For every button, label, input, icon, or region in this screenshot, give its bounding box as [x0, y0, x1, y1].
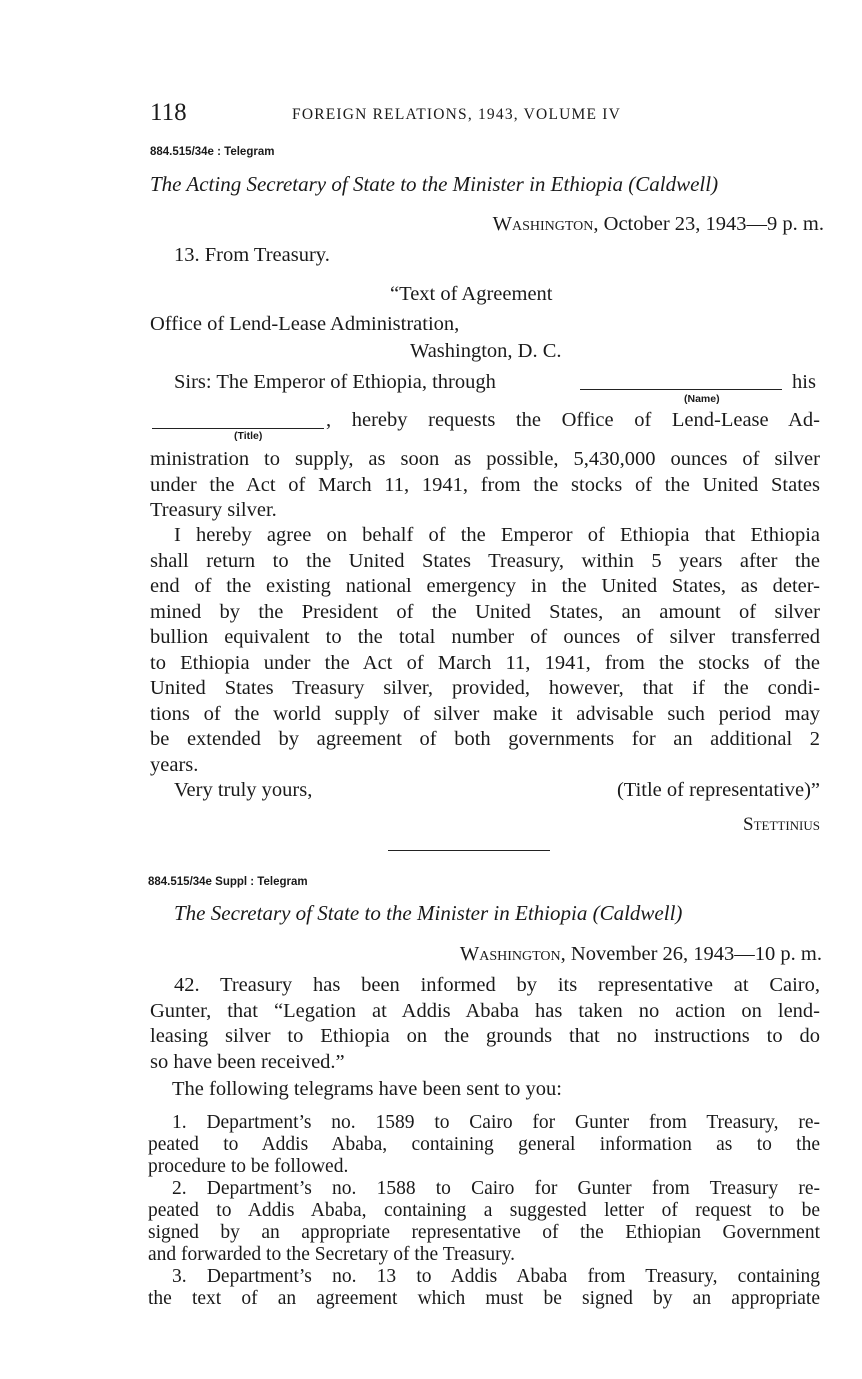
- salutation-text: Sirs: The Emperor of Ethiopia, through: [174, 371, 496, 393]
- dateline-place: Washington: [459, 943, 561, 965]
- text-line: 42. Treasury has been informed by its representative at Cairo,: [174, 974, 820, 996]
- title-blank: [152, 428, 324, 429]
- document-heading: The Secretary of State to the Minister in Ethiopia (Caldwell): [174, 901, 683, 925]
- list-item-line: signed by an appropriate representative of the Ethiopian Government: [148, 1222, 820, 1243]
- section-divider: [388, 850, 550, 851]
- list-item-line: 2. Department’s no. 1588 to Cairo for Gunter from Treasury re-: [172, 1178, 820, 1199]
- following-line: The following telegrams have been sent to you:: [172, 1078, 562, 1100]
- text-line: United States Treasury silver, provided, however, that if the condi-: [150, 677, 820, 699]
- text-line: under the Act of March 11, 1941, from the stocks of the United States: [150, 473, 820, 496]
- page-number: 118: [150, 99, 187, 126]
- signature: Stettinius: [743, 814, 820, 835]
- dateline-date: , October 23, 1943—9 p. m.: [593, 213, 824, 235]
- text-line: bullion equivalent to the total number of ounces of silver transferred: [150, 626, 820, 648]
- list-item-line: peated to Addis Ababa, containing general information as to the: [148, 1134, 820, 1155]
- file-reference: 884.515/34e : Telegram: [150, 146, 275, 158]
- text-line: Gunter, that “Legation at Addis Ababa has taken no action on lend-: [150, 999, 820, 1022]
- dateline: [460, 942, 822, 968]
- text-line: be extended by agreement of both governments for an additional 2: [150, 728, 820, 750]
- running-title: FOREIGN RELATIONS, 1943, VOLUME IV: [292, 106, 621, 123]
- text-line: shall return to the United States Treasury, within 5 years after the: [150, 549, 820, 572]
- text-line: to Ethiopia under the Act of March 11, 1941, from the stocks of the: [150, 651, 820, 674]
- text-line: I hereby agree on behalf of the Emperor of Ethiopia that Ethiopia: [174, 524, 820, 546]
- office-line: Office of Lend-Lease Administration,: [150, 313, 460, 335]
- name-label: (Name): [684, 393, 720, 405]
- list-item-line: procedure to be followed.: [148, 1156, 349, 1177]
- document-heading: The Acting Secretary of State to the Minister in Ethiopia (Caldwell): [150, 172, 719, 196]
- list-item-line: the text of an agreement which must be signed by an appropriate: [148, 1288, 820, 1309]
- location-line: Washington, D. C.: [410, 340, 562, 362]
- text-line: Treasury silver.: [150, 499, 277, 521]
- list-item-line: 1. Department’s no. 1589 to Cairo for Gunter from Treasury, re-: [172, 1112, 820, 1133]
- closing: Very truly yours,: [174, 779, 313, 801]
- text-line: end of the existing national emergency in the United States, as deter-: [150, 575, 820, 597]
- text-line: leasing silver to Ethiopia on the grounds that no instructions to do: [150, 1025, 820, 1047]
- name-blank: [580, 389, 782, 390]
- title-label: (Title): [234, 430, 263, 442]
- text-line: years.: [150, 753, 199, 776]
- list-item-line: and forwarded to the Secretary of the Treasury.: [148, 1244, 515, 1265]
- file-reference: 884.515/34e Suppl : Telegram: [148, 876, 308, 888]
- text-line: mined by the President of the United States, an amount of silver: [150, 600, 820, 623]
- list-item-line: 3. Department’s no. 13 to Addis Ababa from Treasury, containing: [172, 1266, 820, 1287]
- text-line: ministration to supply, as soon as possible, 5,430,000 ounces of silver: [150, 448, 820, 470]
- dateline-date: , November 26, 1943—10 p. m.: [560, 943, 822, 965]
- text-line: tions of the world supply of silver make it advisable such period may: [150, 702, 820, 725]
- signature-title: (Title of representative)”: [616, 779, 820, 801]
- dateline-place: Washington: [492, 213, 594, 235]
- dateline: [493, 212, 824, 238]
- salutation-his: his: [792, 371, 816, 393]
- text-line: so have been received.”: [150, 1050, 345, 1073]
- agreement-title: “Text of Agreement: [390, 283, 553, 305]
- paragraph-from: 13. From Treasury.: [174, 244, 330, 266]
- list-item-line: peated to Addis Ababa, containing a suggested letter of request to be: [148, 1200, 820, 1221]
- request-line: , hereby requests the Office of Lend-Lease Ad-: [326, 409, 820, 431]
